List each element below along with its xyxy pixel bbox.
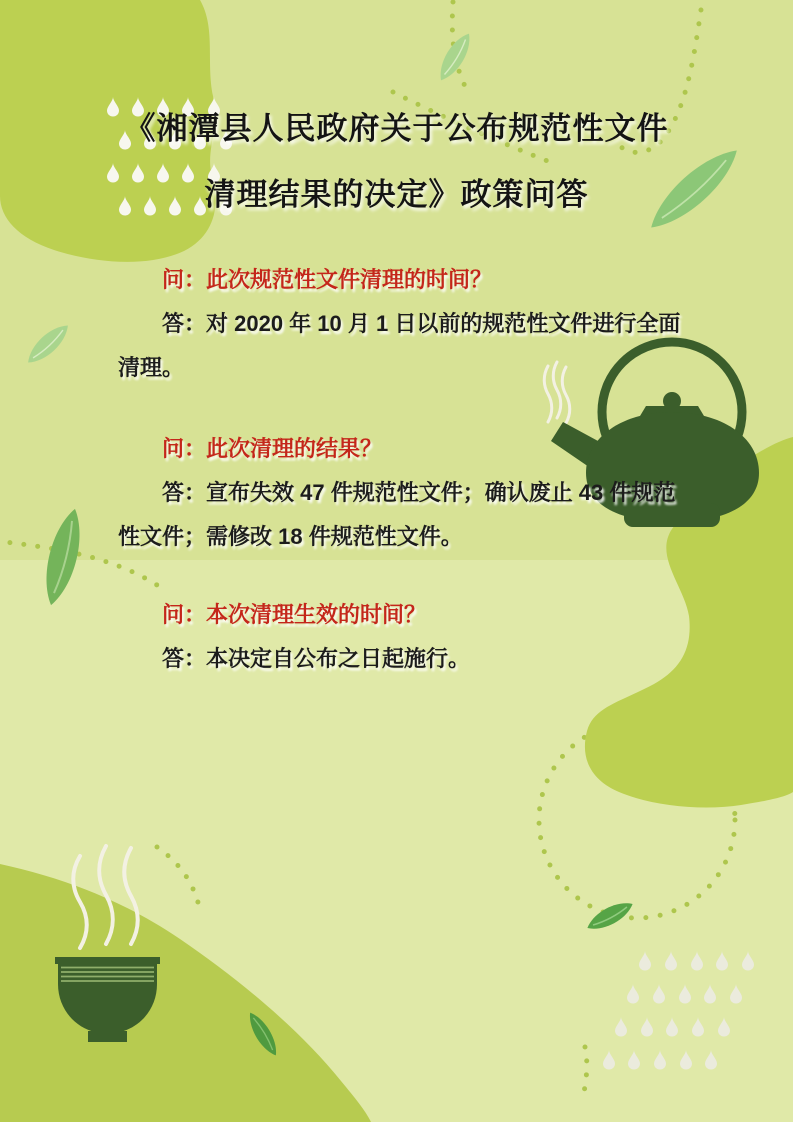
answer-text: 答：宣布失效 47 件规范性文件；确认废止 43 件规范性文件；需修改 18 件规范性文件。 [118, 480, 676, 549]
question-text: 问：此次规范性文件清理的时间？ [162, 267, 493, 292]
page-title [0, 96, 793, 228]
answer-text: 答：对 2020 年 10 月 1 日以前的规范性文件进行全面清理。 [118, 311, 681, 380]
page-title-line-2: 清理结果的决定》政策问答 [204, 177, 589, 212]
answer-text: 答：本决定自公布之日起施行。 [162, 646, 471, 671]
qa-block-3 [118, 593, 684, 681]
qa-block-2 [118, 427, 684, 559]
question-text: 问：本次清理生效的时间？ [162, 602, 427, 627]
leaf-icon [433, 29, 476, 85]
qa-block-1 [118, 258, 684, 390]
leaf-icon [22, 319, 74, 369]
page-title-line-1: 《湘潭县人民政府关于公布规范性文件 [124, 111, 669, 146]
question-text: 问：此次清理的结果？ [162, 436, 383, 461]
